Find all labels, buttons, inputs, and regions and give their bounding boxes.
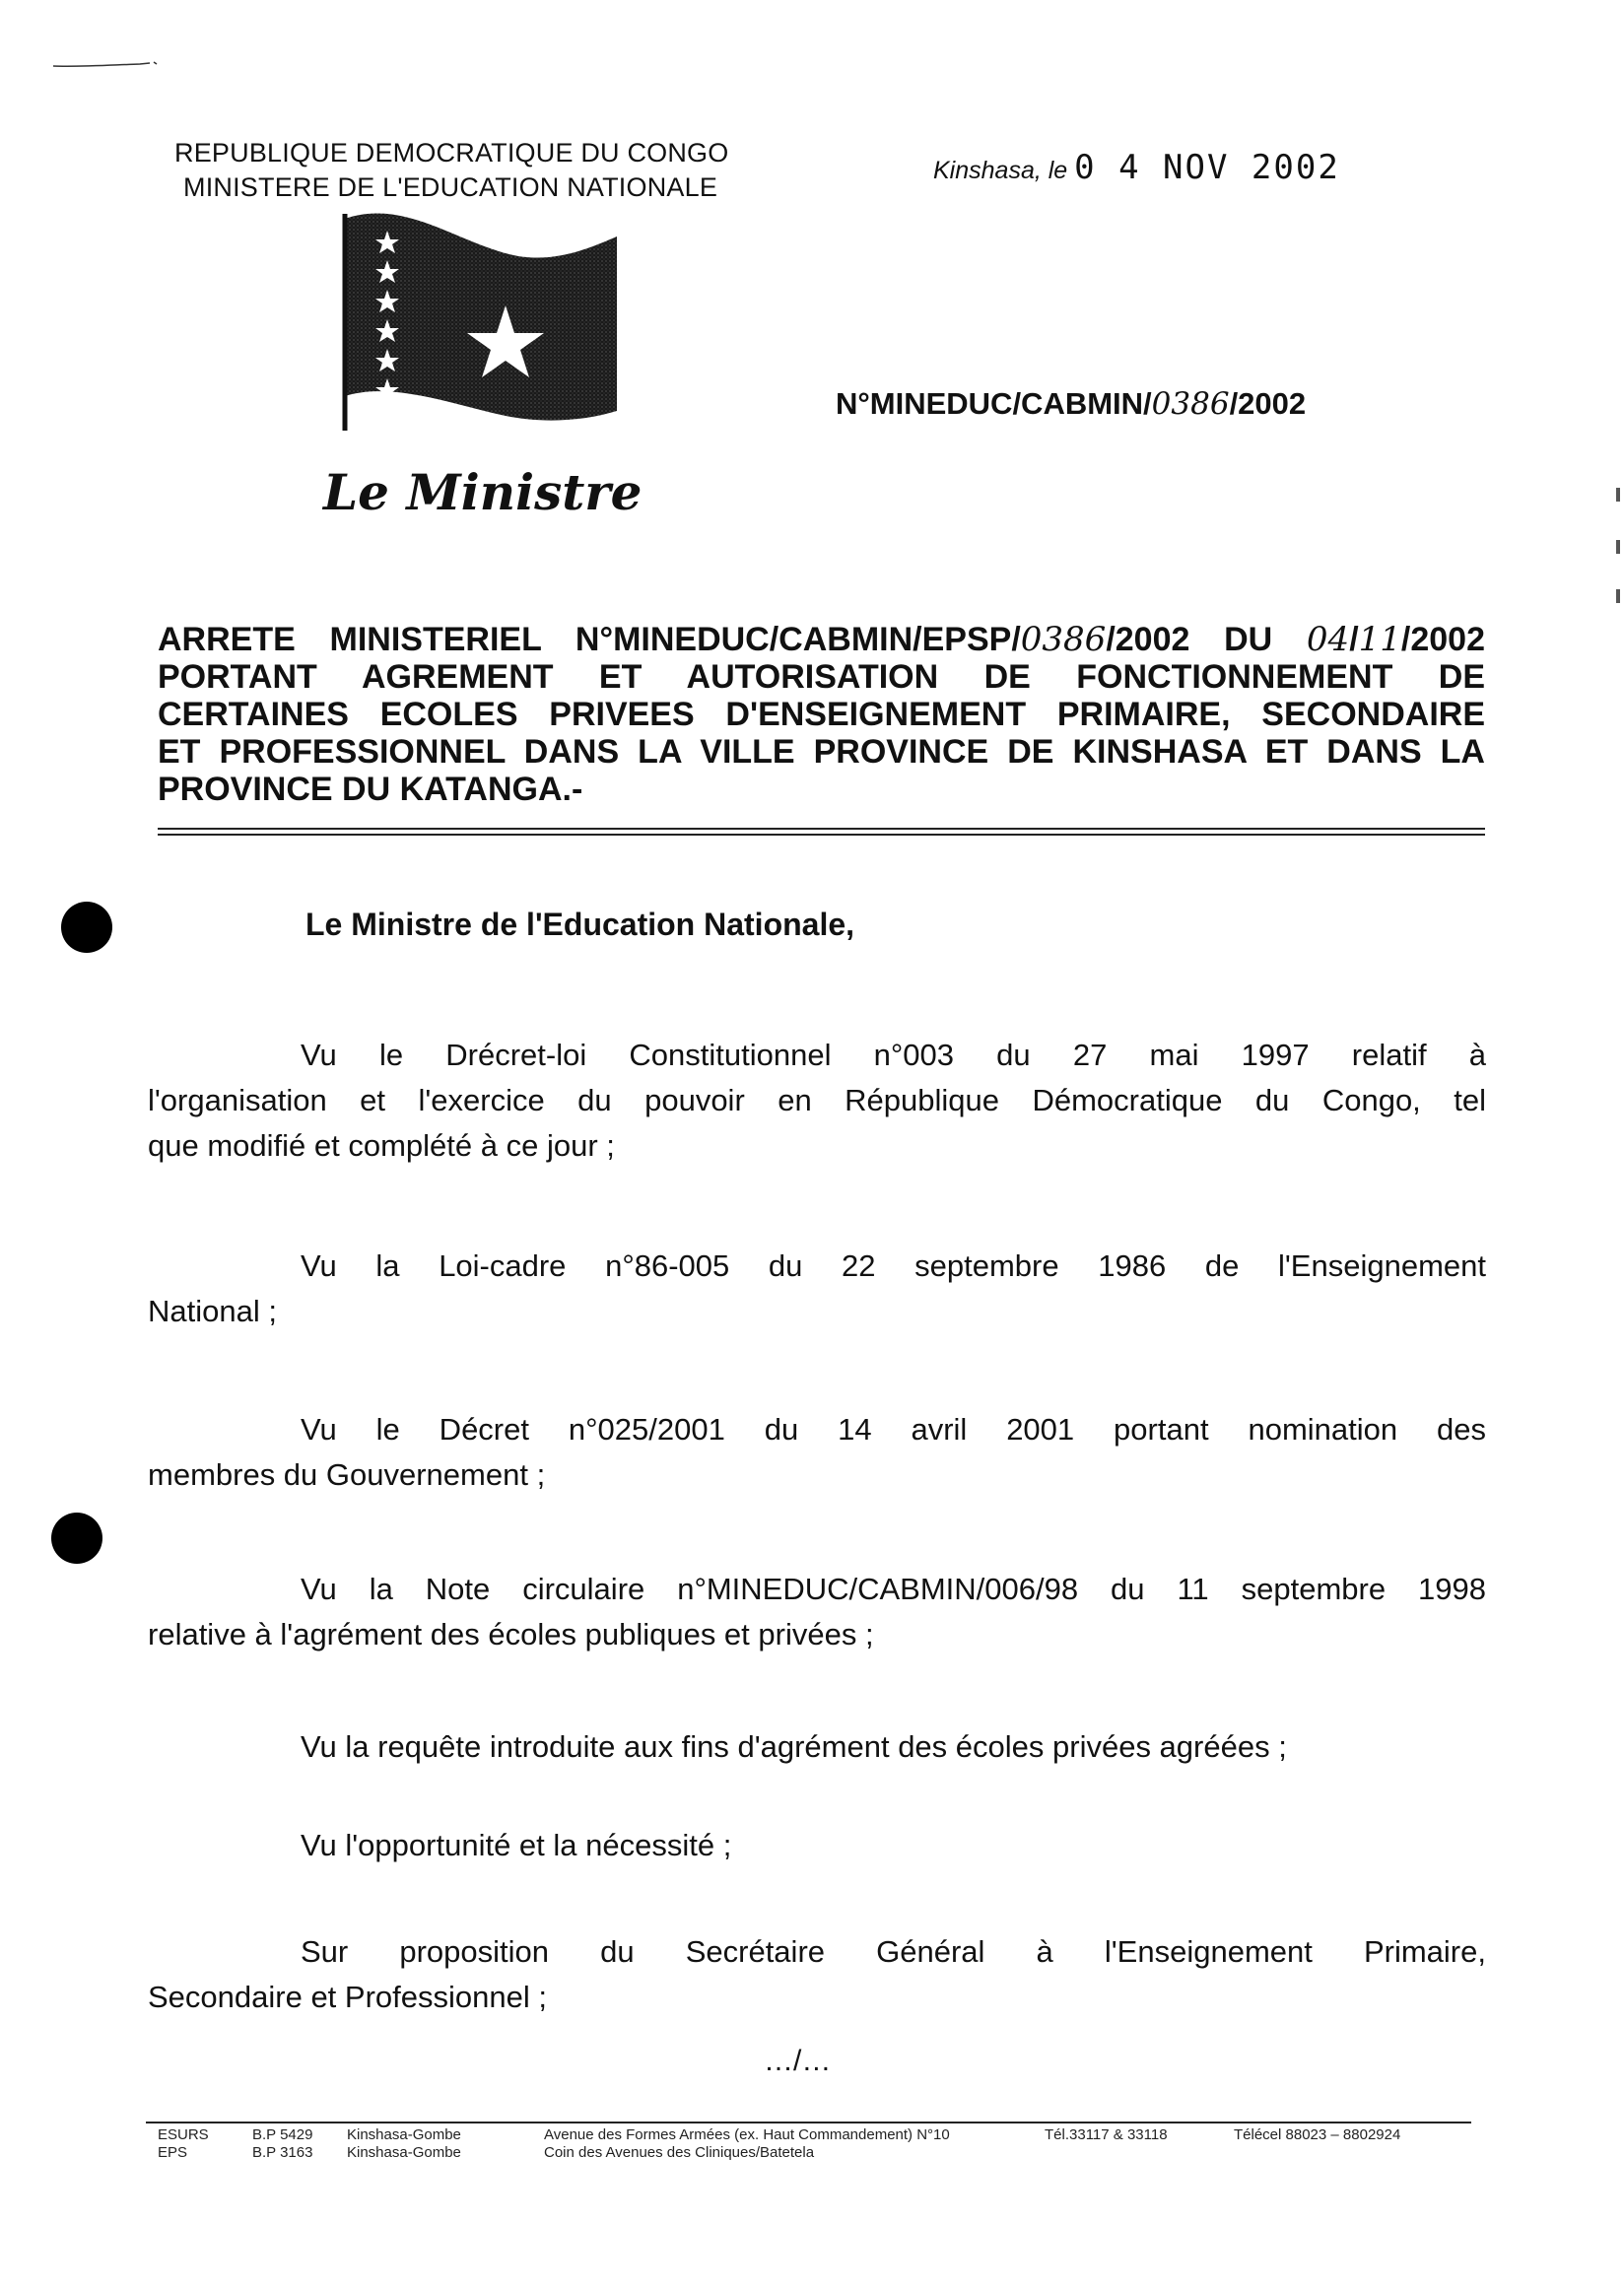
paragraph-line: Vu le Décret n°025/2001 du 14 avril 2001 portant nomination des: [301, 1412, 1486, 1447]
hole-punch-top: [61, 902, 112, 953]
paragraph-request: [148, 1724, 1486, 1770]
paragraph-line: Secondaire et Professionnel ;: [148, 1980, 547, 2014]
footer-telephone: [1045, 2126, 1168, 2144]
paragraph-line: Vu la Note circulaire n°MINEDUC/CABMIN/006/98 du 11 septembre 1998: [301, 1572, 1486, 1606]
reference-prefix: N°MINEDUC/CABMIN/: [836, 386, 1152, 421]
salutation: Le Ministre de l'Education Nationale,: [305, 907, 855, 942]
title-handwritten-month: 11: [1358, 620, 1401, 659]
footer-address-line: Avenue des Formes Armées (ex. Haut Commandement) N°10: [544, 2126, 950, 2143]
paragraph-line: membres du Gouvernement ;: [148, 1457, 546, 1492]
paragraph-framework-law: [148, 1244, 1486, 1334]
footer-po-box: B.P 5429: [252, 2126, 313, 2143]
header-country: REPUBLIQUE DEMOCRATIQUE DU CONGO: [174, 138, 729, 168]
paragraph-line: Vu le Drécret-loi Constitutionnel n°003 du 27 mai 1997 relatif à: [301, 1038, 1486, 1072]
title-line-5: PROVINCE DU KATANGA.-: [158, 771, 583, 808]
margin-scan-tick: [1616, 540, 1620, 554]
footer-code: EPS: [158, 2144, 188, 2161]
title-date-separator: /: [1349, 621, 1359, 658]
paragraph-line: Sur proposition du Secrétaire Général à l'Enseignement Primaire,: [301, 1934, 1486, 1969]
page-continuation-mark: …/…: [764, 2045, 832, 2077]
paragraph-proposal: [148, 1929, 1486, 2020]
footer-po-box: B.P 3163: [252, 2144, 313, 2161]
drc-flag-emblem: [333, 209, 629, 436]
paragraph-line: Vu la requête introduite aux fins d'agrément des écoles privées agréées ;: [301, 1729, 1287, 1764]
date-stamp: 0 4 NOV 2002: [1074, 148, 1340, 187]
paragraph-line: Vu la Loi-cadre n°86-005 du 22 septembre 1986 de l'Enseignement: [301, 1248, 1486, 1283]
minister-signature-logo: Le Ministre: [323, 463, 643, 521]
margin-scan-tick: [1616, 488, 1620, 502]
footer-telecel-line: Télécel 88023 – 8802924: [1234, 2126, 1401, 2143]
footer-cities: [347, 2126, 461, 2162]
title-underline-top: [158, 828, 1485, 830]
title-underline-bottom: [158, 834, 1485, 836]
paragraph-line: l'organisation et l'exercice du pouvoir en République Démocratique du Congo, tel: [148, 1083, 1486, 1117]
title-line-1-prefix: ARRETE MINISTERIEL N°MINEDUC/CABMIN/EPSP/: [158, 621, 1021, 658]
scan-artifact-mark: [51, 61, 160, 69]
place-date: [933, 148, 1340, 187]
paragraph-line: Vu l'opportunité et la nécessité ;: [301, 1828, 732, 1862]
reference-handwritten-number: 0386: [1151, 386, 1230, 422]
footer-code: ESURS: [158, 2126, 209, 2143]
paragraph-opportunity: [148, 1823, 1486, 1868]
footer-city: Kinshasa-Gombe: [347, 2126, 461, 2143]
paragraph-constitutional-decree: [148, 1033, 1486, 1169]
footer-rule: [146, 2122, 1471, 2123]
paragraph-government-decree: [148, 1407, 1486, 1498]
reference-suffix: /2002: [1229, 386, 1307, 421]
title-handwritten-day: 04: [1306, 620, 1350, 659]
paragraph-line: relative à l'agrément des écoles publiques et privées ;: [148, 1617, 874, 1651]
paragraph-line: National ;: [148, 1294, 277, 1328]
title-line-2: PORTANT AGREMENT ET AUTORISATION DE FONCTIONNEMENT DE: [158, 658, 1485, 696]
date-prefix: Kinshasa, le: [933, 157, 1068, 184]
title-line-1-suffix: /2002: [1400, 621, 1485, 658]
title-line-3: CERTAINES ECOLES PRIVEES D'ENSEIGNEMENT PRIMAIRE, SECONDAIRE: [158, 696, 1485, 733]
paragraph-line: que modifié et complété à ce jour ;: [148, 1128, 615, 1163]
footer-telephone-line: Tél.33117 & 33118: [1045, 2126, 1168, 2143]
footer-address-line: Coin des Avenues des Cliniques/Batetela: [544, 2144, 815, 2161]
hole-punch-bottom: [51, 1513, 102, 1564]
title-line-1: [158, 621, 1485, 658]
footer-telecel: [1234, 2126, 1400, 2144]
paragraph-circular-note: [148, 1567, 1486, 1657]
footer-address: [544, 2126, 950, 2162]
title-line-1-mid: /2002 DU: [1106, 621, 1307, 658]
reference-number: [836, 386, 1306, 422]
title-handwritten-number: 0386: [1020, 620, 1107, 659]
header-ministry: MINISTERE DE L'EDUCATION NATIONALE: [183, 172, 718, 202]
footer-city: Kinshasa-Gombe: [347, 2144, 461, 2161]
title-line-4: ET PROFESSIONNEL DANS LA VILLE PROVINCE DE KINSHASA ET DANS LA: [158, 733, 1485, 771]
margin-scan-tick: [1616, 589, 1620, 603]
decree-title: [158, 621, 1485, 808]
footer-service-codes: [158, 2126, 209, 2162]
footer-po-boxes: [252, 2126, 312, 2162]
